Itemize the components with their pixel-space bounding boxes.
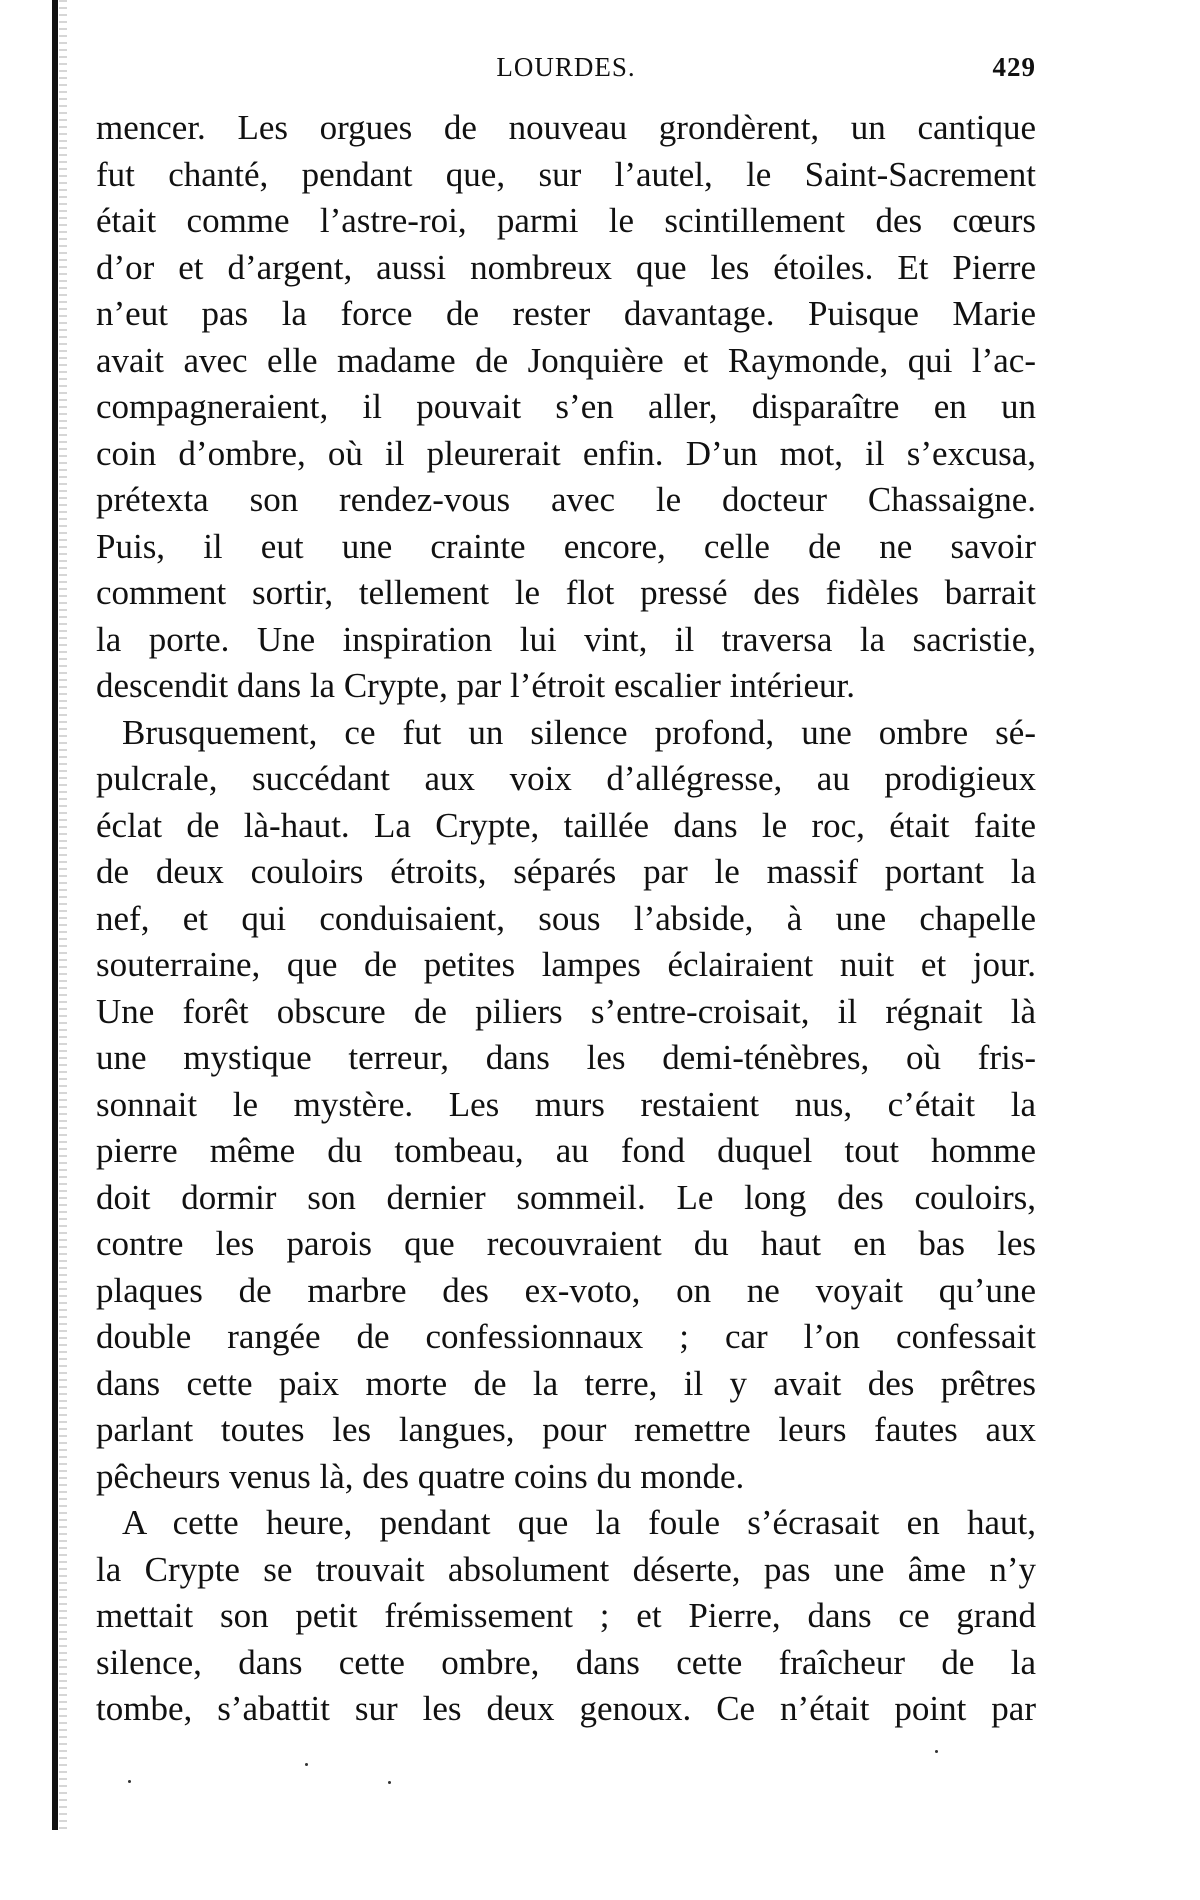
text-line: Puis, il eut une crainte encore, celle de ne savoir <box>96 526 1036 566</box>
text-line: de deux couloirs étroits, séparés par le massif portant la <box>96 852 1036 891</box>
text-line: la porte. Une inspiration lui vint, il traversa la sacristie, <box>96 619 1036 659</box>
text-line: nef, et qui conduisaient, sous l’abside, à une chapelle <box>96 898 1036 938</box>
text-line: descendit dans la Crypte, par l’étroit escalier intérieur. <box>96 666 856 705</box>
text-line: mencer. Les orgues de nouveau grondèrent, un cantique <box>96 108 1036 147</box>
text-line: était comme l’astre-roi, parmi le scintillement des cœurs <box>96 201 1036 240</box>
text-line: doit dormir son dernier sommeil. Le long des couloirs, <box>96 1177 1036 1217</box>
speck <box>305 1763 308 1766</box>
text-line: d’or et d’argent, aussi nombreux que les étoiles. Et Pierre <box>96 247 1036 287</box>
text-line: coin d’ombre, où il pleurerait enfin. D’un mot, il s’excusa, <box>96 433 1036 473</box>
running-header <box>96 52 1036 92</box>
page-number: 429 <box>992 52 1036 82</box>
text-line: double rangée de confessionnaux ; car l’on confessait <box>96 1317 1036 1356</box>
text-line: parlant toutes les langues, pour remettre leurs fautes aux <box>96 1410 1036 1449</box>
body-text <box>96 105 1036 1733</box>
text-line: avait avec elle madame de Jonquière et Raymonde, qui l’ac- <box>96 340 1036 380</box>
speck <box>128 1780 131 1783</box>
text-line: dans cette paix morte de la terre, il y avait des prêtres <box>96 1363 1036 1403</box>
paragraph <box>96 105 1036 710</box>
text-line: silence, dans cette ombre, dans cette fraîcheur de la <box>96 1642 1036 1682</box>
text-line: la Crypte se trouvait absolument déserte, pas une âme n’y <box>96 1549 1036 1589</box>
text-line: tombe, s’abattit sur les deux genoux. Ce n’était point par <box>96 1689 1036 1728</box>
text-line: souterraine, que de petites lampes éclairaient nuit et jour. <box>96 945 1036 984</box>
text-line: une mystique terreur, dans les demi-ténèbres, où fris- <box>96 1038 1036 1077</box>
text-line: mettait son petit frémissement ; et Pierre, dans ce grand <box>96 1596 1036 1635</box>
text-line: Une forêt obscure de piliers s’entre-croisait, il régnait là <box>96 991 1036 1031</box>
speck <box>388 1781 391 1784</box>
text-line: plaques de marbre des ex-voto, on ne voyait qu’une <box>96 1270 1036 1310</box>
text-line: pulcrale, succédant aux voix d’allégresse, au prodigieux <box>96 759 1036 798</box>
text-line: pierre même du tombeau, au fond duquel tout homme <box>96 1131 1036 1170</box>
text-line: A cette heure, pendant que la foule s’écrasait en haut, <box>122 1503 1036 1542</box>
text-line: Brusquement, ce fut un silence profond, une ombre sé- <box>122 712 1036 752</box>
page-gutter-shadow <box>59 0 67 1830</box>
text-line: sonnait le mystère. Les murs restaient nus, c’était la <box>96 1084 1036 1124</box>
text-line: n’eut pas la force de rester davantage. Puisque Marie <box>96 294 1036 333</box>
running-title: LOURDES. <box>496 52 636 82</box>
speck <box>935 1750 938 1753</box>
paragraph <box>96 710 1036 1501</box>
text-line: prétexta son rendez-vous avec le docteur Chassaigne. <box>96 480 1036 519</box>
text-line: comment sortir, tellement le flot pressé des fidèles barrait <box>96 573 1036 612</box>
text-line: éclat de là-haut. La Crypte, taillée dans le roc, était faite <box>96 805 1036 845</box>
text-line: contre les parois que recouvraient du haut en bas les <box>96 1224 1036 1263</box>
text-line: pêcheurs venus là, des quatre coins du monde. <box>96 1456 745 1496</box>
paragraph <box>96 1500 1036 1733</box>
text-line: compagneraient, il pouvait s’en aller, disparaître en un <box>96 387 1036 426</box>
page-binding-edge <box>52 0 58 1830</box>
text-line: fut chanté, pendant que, sur l’autel, le Saint-Sacrement <box>96 154 1036 194</box>
